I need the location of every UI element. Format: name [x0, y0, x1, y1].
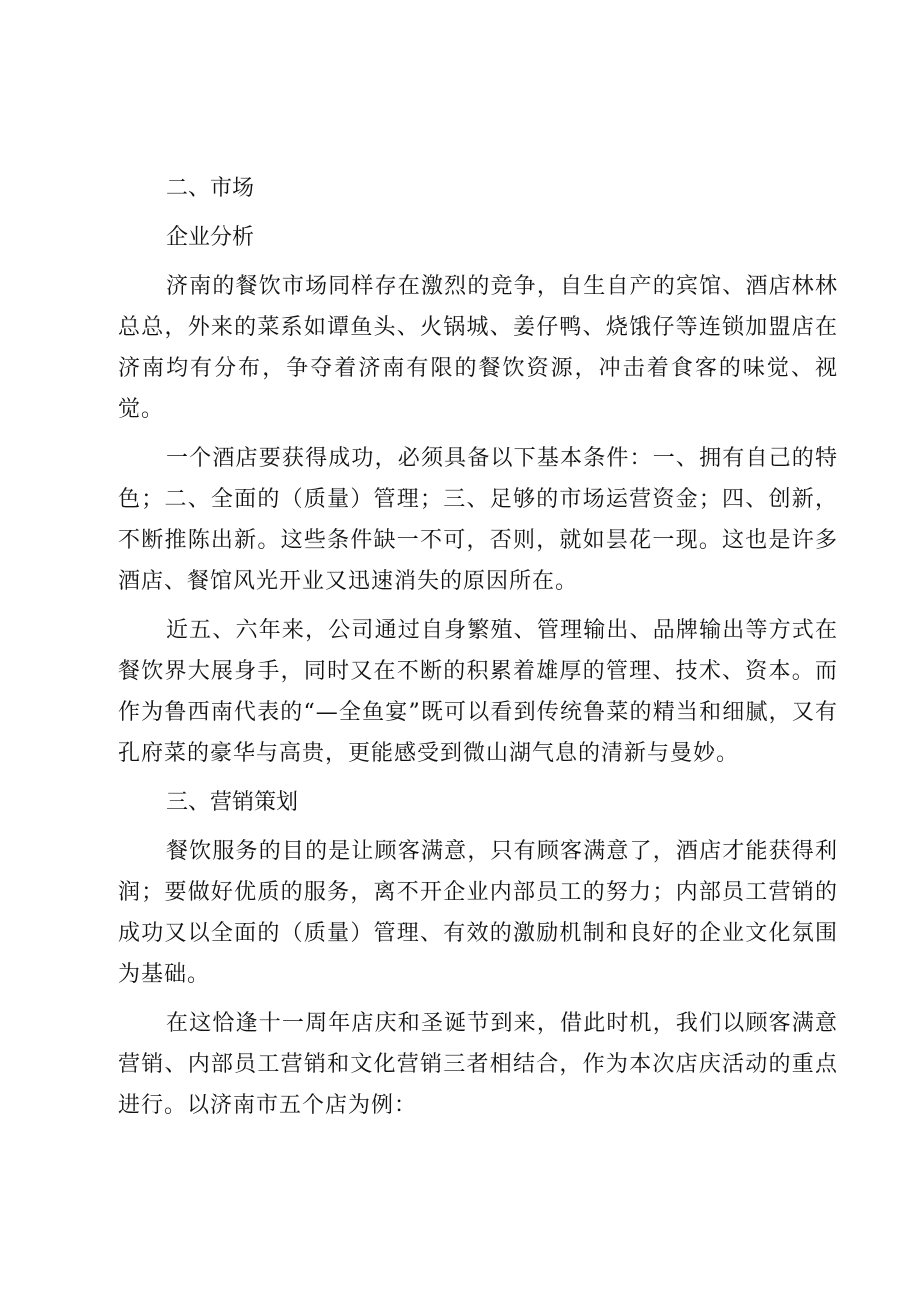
paragraph-company-development: 近五、六年来，公司通过自身繁殖、管理输出、品牌输出等方式在餐饮界大展身手，同时又在不断的积累着雄厚的管理、技术、资本。而作为鲁西南代表的“—全鱼宴”既可以看到传统鲁菜的精当和细腻，又有孔府菜的豪华与高贵，更能感受到微山湖气息的清新与曼妙。 — [118, 618, 838, 766]
paragraph-service-purpose: 餐饮服务的目的是让顾客满意，只有顾客满意了，酒店才能获得利润；要做好优质的服务，离不开企业内部员工的努力；内部员工营销的成功又以全面的（质量）管理、有效的激励机制和良好的企业文化氛围为基础。 — [118, 839, 838, 987]
paragraph-anniversary-plan: 在这恰逢十一周年店庆和圣诞节到来，借此时机，我们以顾客满意营销、内部员工营销和文化营销三者相结合，作为本次店庆活动的重点进行。以济南市五个店为例： — [118, 1011, 838, 1118]
paragraph-market-competition: 济南的餐饮市场同样存在激烈的竞争，自生自产的宾馆、酒店林林总总，外来的菜系如谭鱼头、火锅城、姜仔鸭、烧饿仔等连锁加盟店在济南均有分布，争夺着济南有限的餐饮资源，冲击着食客的味觉、视觉。 — [118, 274, 838, 422]
section-heading-enterprise-analysis: 企业分析 — [166, 225, 255, 250]
document-body — [118, 168, 838, 1134]
paragraph-success-conditions: 一个酒店要获得成功，必须具备以下基本条件：一、拥有自己的特色；二、全面的（质量）管理；三、足够的市场运营资金；四、创新，不断推陈出新。这些条件缺一不可，否则，就如昙花一现。这也是许多酒店、餐馆风光开业又迅速消失的原因所在。 — [118, 446, 838, 594]
section-heading-market: 二、市场 — [166, 176, 255, 201]
section-heading-marketing-plan: 三、营销策划 — [166, 790, 299, 815]
